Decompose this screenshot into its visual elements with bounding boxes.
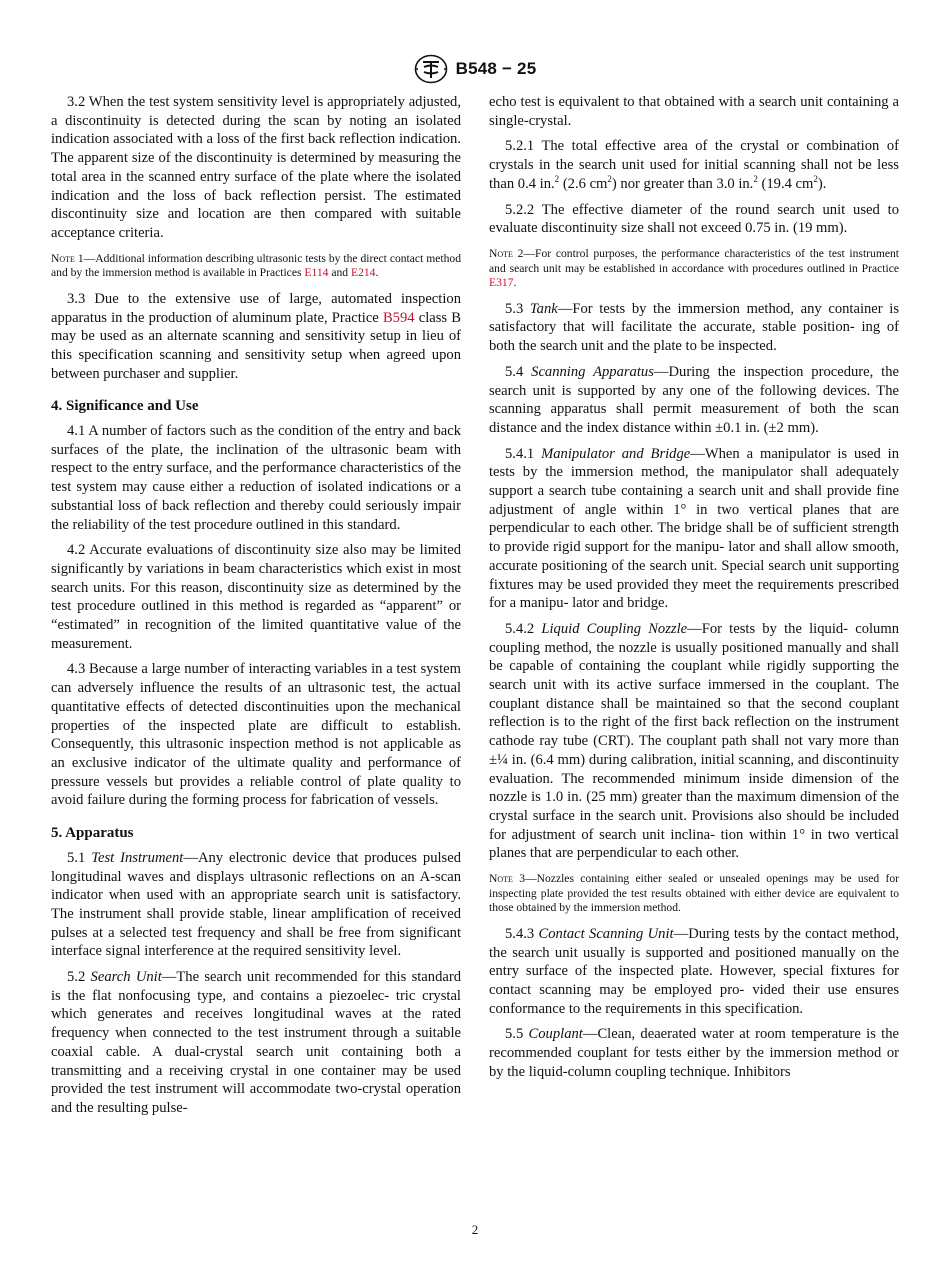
right-column: [489, 93, 899, 1089]
paragraph-5-5: 5.5 Couplant—Clean, deaerated water at room temperature is the recommended couplant for tests either by the immersion method or by the liquid-column coupling technique. Inhibitors: [489, 1026, 899, 1080]
paragraph-5-1: 5.1 Test Instrument—Any electronic device that produces pulsed longitudinal waves and displays ultrasonic reflections on an A-scan indicator when used with an appropriate search unit is satisfactory. The instrument shall provide stable, linear amplification of received pulses at a selected test frequency and shall be free from significant interface signal interference at the required sensitivity level.: [51, 849, 462, 960]
paragraph-4-2: 4.2 Accurate evaluations of discontinuity size also may be limited significantly by variations in beam characteristics which exist in most search units. For this reason, discontinuity size as determined by the test procedure outlined in this method is regarded as “apparent” or “estimated” in recognition of the limited quantitative value of the measurement.: [51, 542, 461, 652]
left-column: [51, 93, 461, 1125]
reference-link-e114[interactable]: E114: [304, 266, 329, 280]
paragraph-5-4-1: 5.4.1 Manipulator and Bridge—When a manipulator is used in tests by the immersion method, the manipulator shall adequately support a search tube containing a search unit and shall provide fine adjustment of angle within 1° in two vertical planes that are perpendicular to each other. The bridge shall be of sufficient strength to provide rigid support for the manipu- lator and shall allow smooth, accurate positioning of the search unit. Special search unit supporting fixtures may be used provided they meet the requirements prescribed for a manipu- lator and bridge.: [489, 445, 899, 612]
reference-link-e317[interactable]: E317: [489, 276, 514, 290]
paragraph-5-2-continued: echo test is equivalent to that obtained with a search unit containing a single-crystal.: [489, 94, 899, 129]
astm-logo-icon: [414, 54, 448, 84]
paragraph-4-1: 4.1 A number of factors such as the condition of the entry and back surfaces of the plate, the inclination of the ultrasonic beam with respect to the entry surface, and the performance characteristics of the test system may cause either a reduction of isolated indications or a substantial loss of back reflection and thereby could seriously impair the reliability of the test procedure outlined in this standard.: [51, 423, 461, 533]
paragraph-5-4-2: 5.4.2 Liquid Coupling Nozzle—For tests by the liquid- column coupling method, the nozzle is usually positioned manually and shall be capable of containing the couplant while rigidly supporting the search unit with its active surface immersed in the couplant. The couplant distance shall be maintained so that the second couplant reflection is to the right of the first back reflection on the instrument cathode ray tube (CRT). The couplant path shall not vary more than ±¼ in. (6.4 mm) during calibration, initial scanning, and discontinuity evaluation. The recommended minimum inside dimension of the nozzle is 1.0 in. (25 mm) greater than the maximum dimension of the crystal surface in the search unit. Provisions also should be included for adjustment of search unit inclina- tion within 1° in two vertical planes that are perpendicular to each other.: [489, 620, 899, 862]
paragraph-5-2-2: 5.2.2 The effective diameter of the round search unit used to evaluate discontinuity size shall not exceed 0.75 in. (19 mm).: [489, 201, 899, 237]
note-3: Note 3—Nozzles containing either sealed or unsealed openings may be used for inspecting plate provided the test results obtained with either device are equivalent to those obtained by the immersion method.: [489, 872, 899, 915]
paragraph-5-2-1: 5.2.1 The total effective area of the crystal or combination of crystals in the search unit used for initial scanning shall not be less than 0.4 in.$^2$ (2.6 $cm^2$) nor greater than 3.0 in.$^2$ (19.4 $cm^2$).: [489, 138, 899, 192]
paragraph-5-3: 5.3 Tank—For tests by the immersion method, any container is satisfactory that will facilitate the accurate, stable position- ing of both the search unit and the plate to be inspected.: [489, 300, 900, 355]
paragraph-4-3: 4.3 Because a large number of interacting variables in a test system can adversely influence the results of an ultrasonic test, the actual quantitative effects of detected discontinuities upon the mechanical properties of the inspected plate are difficult to establish. Consequently, this ultrasonic inspection method is not applicable as an exclusive indicator of the ultimate quality and performance of pressure vessels but provides a reliable control of plate quality to avoid failure during the forming process for fabrication of vessels.: [51, 661, 461, 809]
paragraph-3-2: 3.2 When the test system sensitivity level is appropriately adjusted, a discontinuity is detected during the scan by noting an isolated indication associated with a loss of the first back reflection indication. The apparent size of the discontinuity is determined by measuring the total area in the scanned entry surface of the plate where the isolated indication and the loss of back reflection persist. The estimated discontinuity size and location are then compared with suitable acceptance criteria.: [51, 94, 461, 241]
paragraph-5-4: 5.4 Scanning Apparatus—During the inspection procedure, the search unit is supported by any one of the following devices. The scanning apparatus shall permit measurement of both the scan distance and the index distance within ±0.1 in. (±2 mm).: [489, 363, 900, 436]
note-2: Note 2—For control purposes, the performance characteristics of the test instrument and search unit may be established in accordance with procedures outlined in Practice E317.: [489, 246, 900, 290]
paragraph-3-3: 3.3 Due to the extensive use of large, automated inspection apparatus in the production of aluminum plate, Practice B594 class B may be used as an alternate scanning and sensitivity setup in lieu of this specification scanning and sensitivity setup when agreed upon between purchaser and supplier.: [51, 290, 461, 382]
page-header: [0, 52, 950, 86]
page-number: 2: [471, 1222, 479, 1237]
section-heading-4: 4. Significance and Use: [51, 398, 199, 415]
section-heading-5: 5. Apparatus: [51, 825, 134, 842]
reference-link-b594[interactable]: B594: [382, 309, 415, 326]
standard-designation: B548 − 25: [455, 59, 537, 78]
note-1: Note 1—Additional information describing ultrasonic tests by the direct contact method and by the immersion method is available in Practices E114 and E214.: [51, 251, 461, 280]
paragraph-5-2: 5.2 Search Unit—The search unit recommended for this standard is the flat nonfocusing type, and contains a piezoelec- tric crystal which generates and receives longitudinal waves at the rated frequency when connected to the test instrument through a suitable coaxial cable. A dual-crystal search unit containing both a transmitting and a receiving crystal in one container may be used provided the test instrument will accommodate two-crystal operation and the resulting pulse-: [51, 969, 462, 1116]
reference-link-e214[interactable]: E214: [350, 266, 376, 280]
paragraph-5-4-3: 5.4.3 Contact Scanning Unit—During tests by the contact method, the search unit usually is supported and positioned manually on the entry surface of the inspected plate. However, special fixtures for contact scanning may be employed pro- vided their use ensures conformance to the requirements in this specification.: [489, 925, 899, 1017]
